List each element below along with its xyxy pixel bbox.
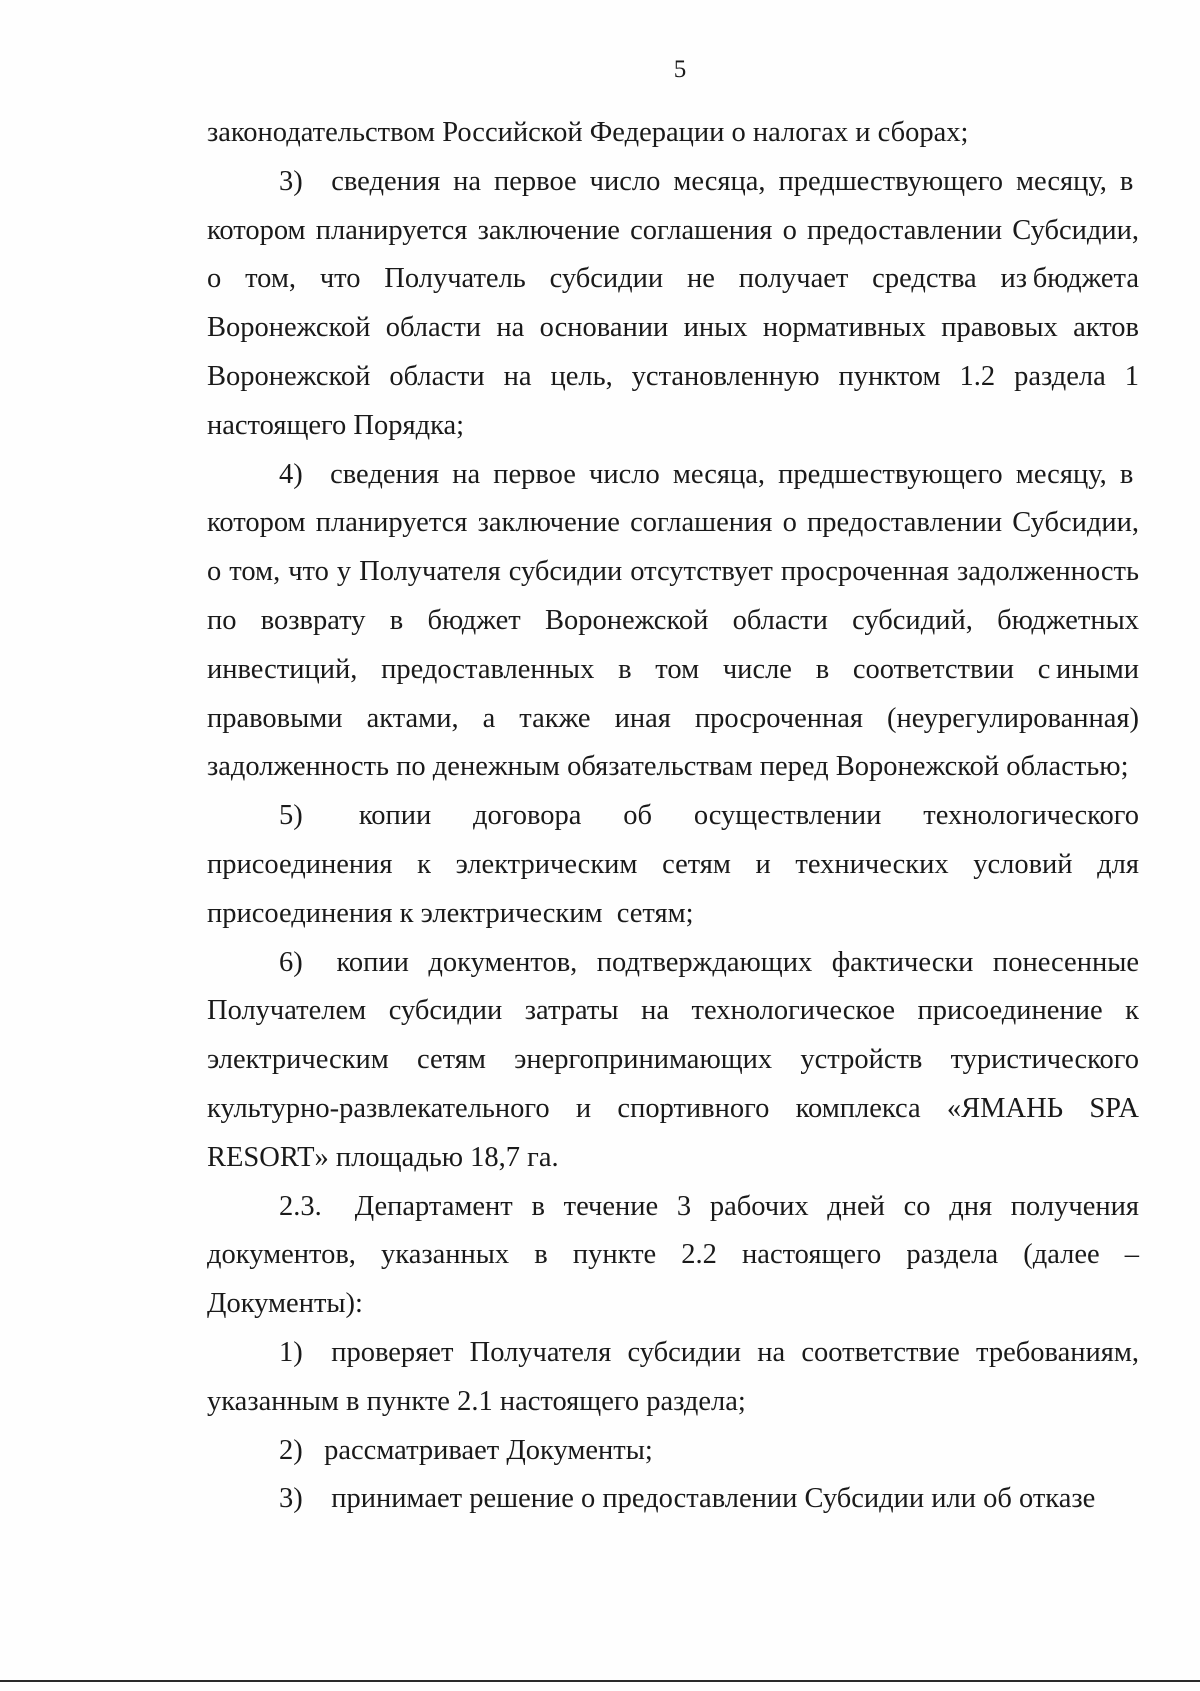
paragraph-subitem-3: 3) принимает решение о предоставлении Субсидии или об отказе <box>279 1483 1096 1515</box>
paragraph-subitem-1: 1) проверяет Получателя субсидии на соответствие требованиям, указанным в пункте 2.1 настоящего раздела; <box>207 1336 1139 1417</box>
page-bottom-rule <box>0 1680 1200 1682</box>
document-body <box>207 109 1139 1524</box>
paragraph-item-4: 4) сведения на первое число месяца, предшествующего месяцу, в котором планируется заключение соглашения о предоставлении Субсидии, о том, что у Получателя субсидии отсутствует просроченная задолженность по возврату в бюджет Воронежской области субсидий, бюджетных инвестиций, предоставленных в том числе в соответствии с иными правовыми актами, а также иная просроченная (неурегулированная) задолженность по денежным обязательствам перед Воронежской областью; <box>207 458 1139 783</box>
paragraph-subitem-2: 2) рассматривает Документы; <box>279 1434 653 1466</box>
paragraph-item-6: 6) копии документов, подтверждающих фактически понесенные Получателем субсидии затраты на технологическое присоединение к электрическим сетям энергопринимающих устройств туристического культурно-развлекательного и спортивного комплекса «ЯМАНЬ SPA RESORT» площадью 18,7 га. <box>207 946 1139 1173</box>
paragraph-continuation: законодательством Российской Федерации о налогах и сборах; <box>207 117 969 148</box>
paragraph-item-5: 5) копии договора об осуществлении технологического присоединения к электрическим сетям и технических условий для присоединения к электрическим сетям; <box>207 800 1139 929</box>
page-number: 5 <box>673 56 687 83</box>
paragraph-section-2-3: 2.3. Департамент в течение 3 рабочих дней со дня получения документов, указанных в пункте 2.2 настоящего раздела (далее – Документы): <box>207 1190 1139 1320</box>
paragraph-item-3: 3) сведения на первое число месяца, предшествующего месяцу, в котором планируется заключение соглашения о предоставлении Субсидии, о том, что Получатель субсидии не получает средства из бюджета Воронежской области на основании иных нормативных правовых актов Воронежской области на цель, установленную пунктом 1.2 раздела 1 настоящего Порядка; <box>207 165 1139 441</box>
